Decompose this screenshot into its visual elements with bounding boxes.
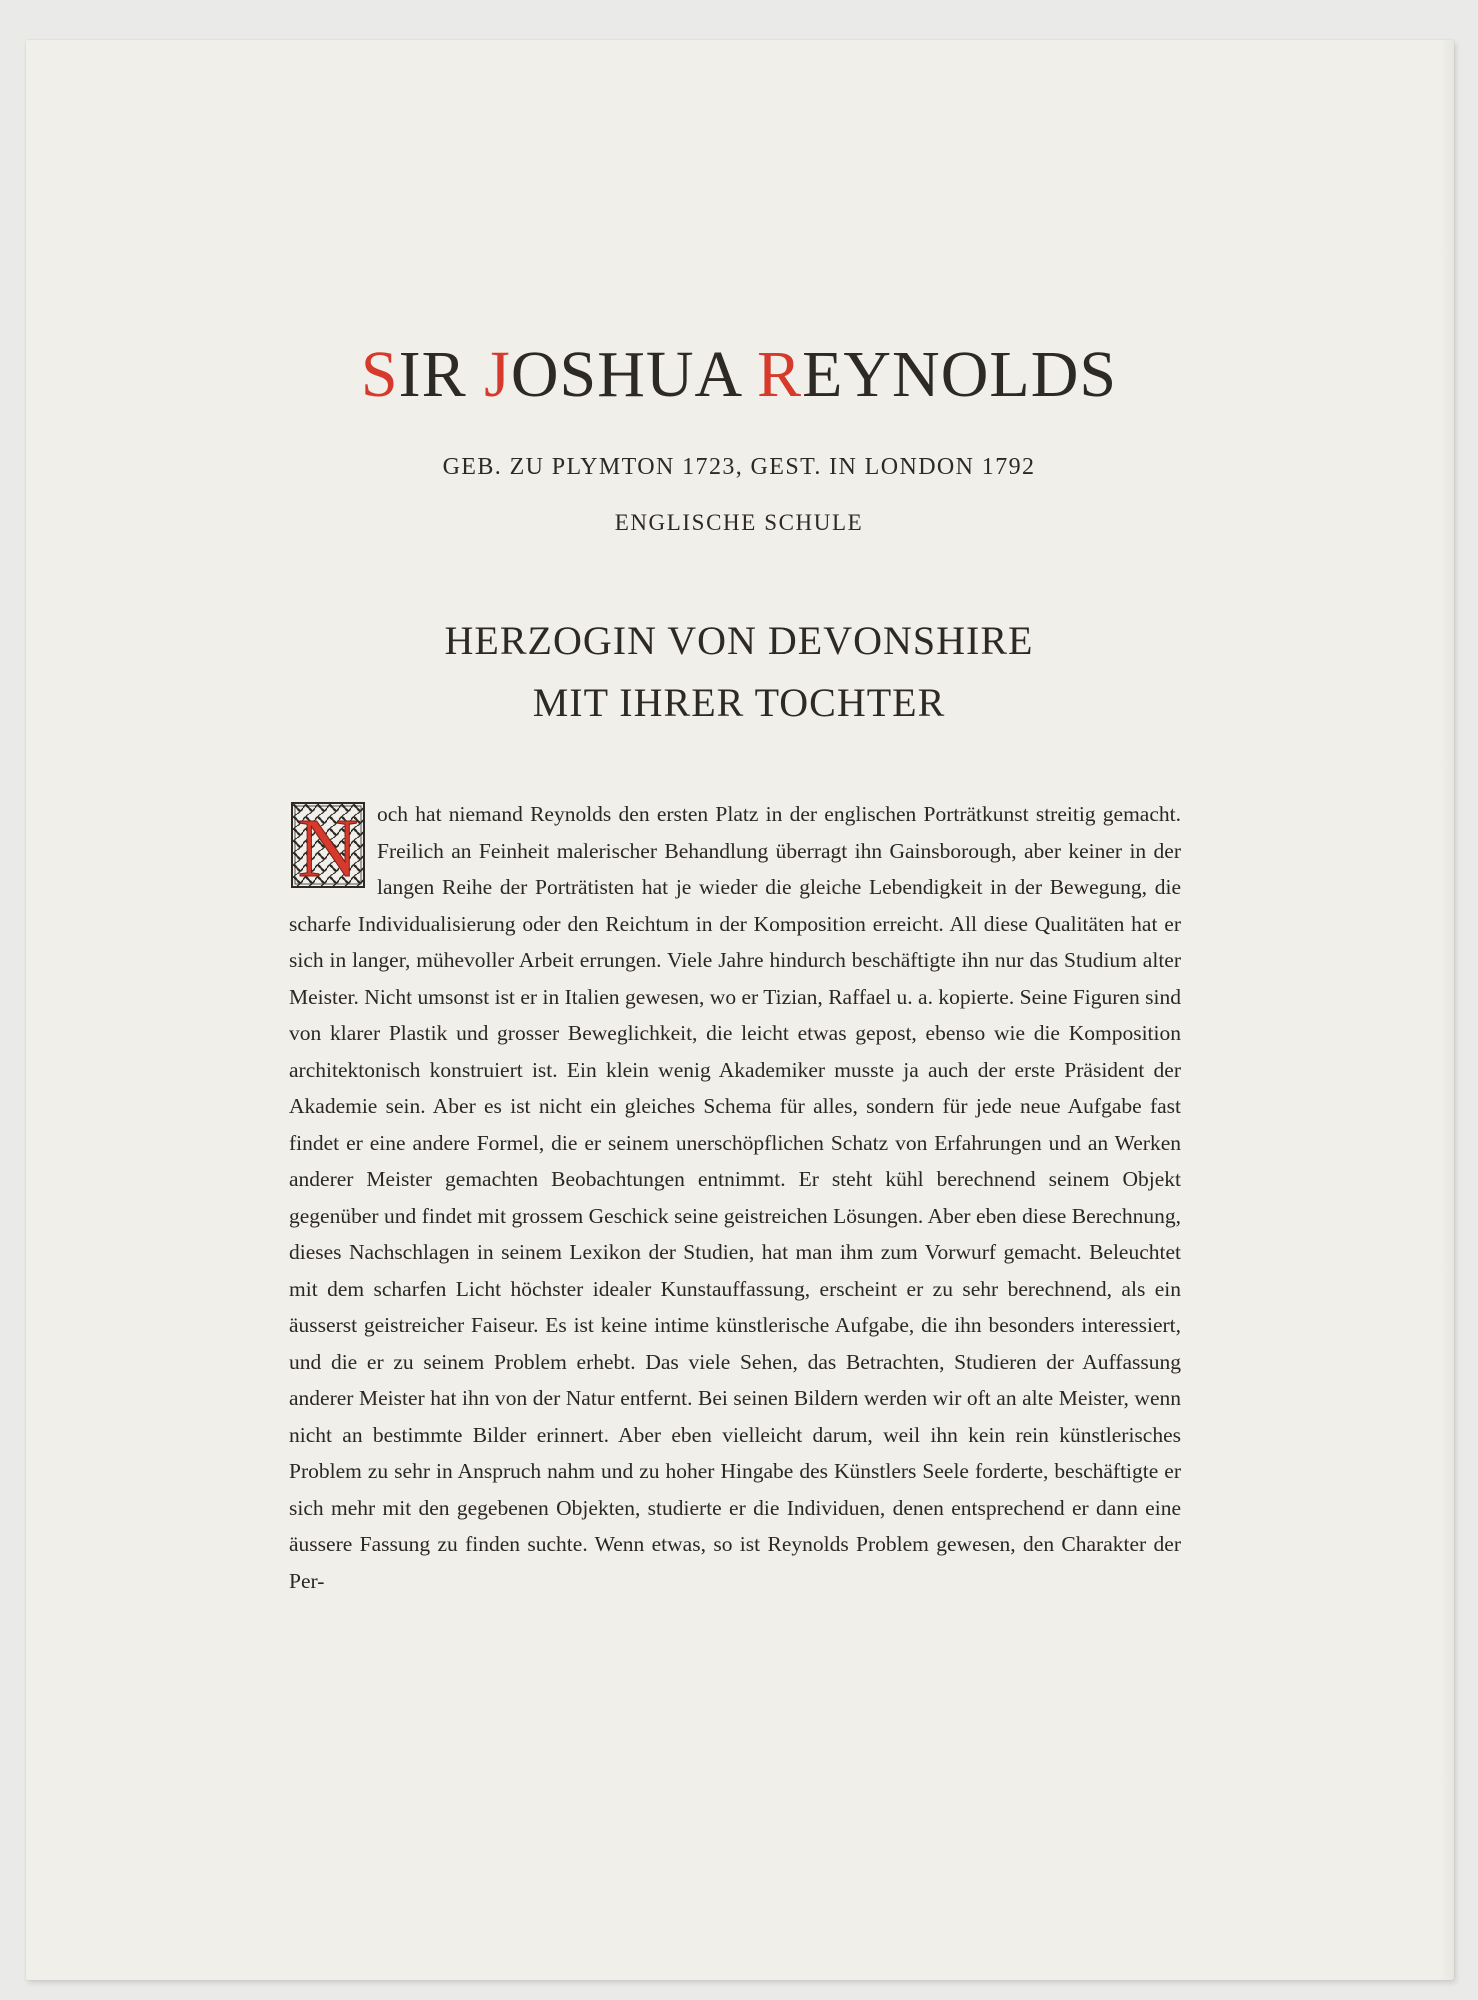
ornamental-initial-n bbox=[291, 802, 365, 888]
work-title bbox=[0, 610, 1478, 734]
title-initial-j: J bbox=[484, 338, 511, 411]
title-part-oshua: OSHUA bbox=[510, 338, 758, 411]
body-paragraph bbox=[289, 796, 1181, 1599]
body-text: och hat niemand Reynolds den ersten Platz in der englischen Porträtkunst streitig gemacht. Freilich an Feinheit malerischer Behandlung überragt ihn Gainsborough, aber keiner in der langen Reihe der Porträtisten hat je wieder die gleiche Lebendigkeit in der Bewegung, die scharfe Individualisierung oder den Reichtum in der Komposition erreicht. All diese Qualitäten hat er sich in langer, mühevoller Arbeit errungen. Viele Jahre hindurch beschäftigte ihn nur das Studium alter Meister. Nicht umsonst ist er in Italien gewesen, wo er Tizian, Raffael u. a. kopierte. Seine Figuren sind von klarer Plastik und grosser Beweglichkeit, die leicht etwas gepost, ebenso wie die Komposition architektonisch konstruiert ist. Ein klein wenig Akademiker musste ja auch der erste Präsident der Akademie sein. Aber es ist nicht ein gleiches Schema für alles, sondern für jede neue Aufgabe fast findet er eine andere Formel, die er seinem unerschöpflichen Schatz von Erfahrungen und an Werken anderer Meister gemachten Beobachtungen entnimmt. Er steht kühl berechnend seinem Objekt gegenüber und findet mit grossem Geschick seine geistreichen Lösungen. Aber eben diese Berechnung, dieses Nachschlagen in seinem Lexikon der Studien, hat man ihm zum Vorwurf gemacht. Beleuchtet mit dem scharfen Licht höchster idealer Kunstauffassung, erscheint er zu sehr berechnend, als ein äusserst geistreicher Faiseur. Es ist keine intime künstlerische Aufgabe, die ihn besonders interessiert, und die er zu seinem Problem erhebt. Das viele Sehen, das Betrachten, Studieren der Auffassung anderer Meister hat ihn von der Natur entfernt. Bei seinen Bildern werden wir oft an alte Meister, wenn nicht an bestimmte Bilder erinnert. Aber eben vielleicht darum, weil ihn kein rein künstlerisches Problem zu sehr in Anspruch nahm und zu hoher Hingabe des Künstlers Seele forderte, beschäftigte er sich mehr mit den gegebenen Objekten, studierte er die Individuen, denen entsprechend er dann eine äussere Fassung zu finden suchte. Wenn etwas, so ist Reynolds Problem gewesen, den Charakter der Per- bbox=[289, 802, 1181, 1593]
work-title-line-1: HERZOGIN VON DEVONSHIRE bbox=[444, 618, 1034, 663]
artist-name-title bbox=[0, 338, 1478, 411]
initial-letter: N bbox=[297, 802, 359, 888]
title-initial-r: R bbox=[757, 338, 803, 411]
school-subtitle: ENGLISCHE SCHULE bbox=[614, 510, 864, 535]
title-initial-s: S bbox=[360, 338, 399, 411]
life-dates-subtitle: GEB. ZU PLYMTON 1723, GEST. IN LONDON 1792 bbox=[442, 454, 1036, 480]
title-part-eynolds: EYNOLDS bbox=[802, 338, 1118, 411]
work-title-line-2: MIT IHRER TOCHTER bbox=[532, 680, 946, 725]
title-part-ir: IR bbox=[398, 338, 485, 411]
